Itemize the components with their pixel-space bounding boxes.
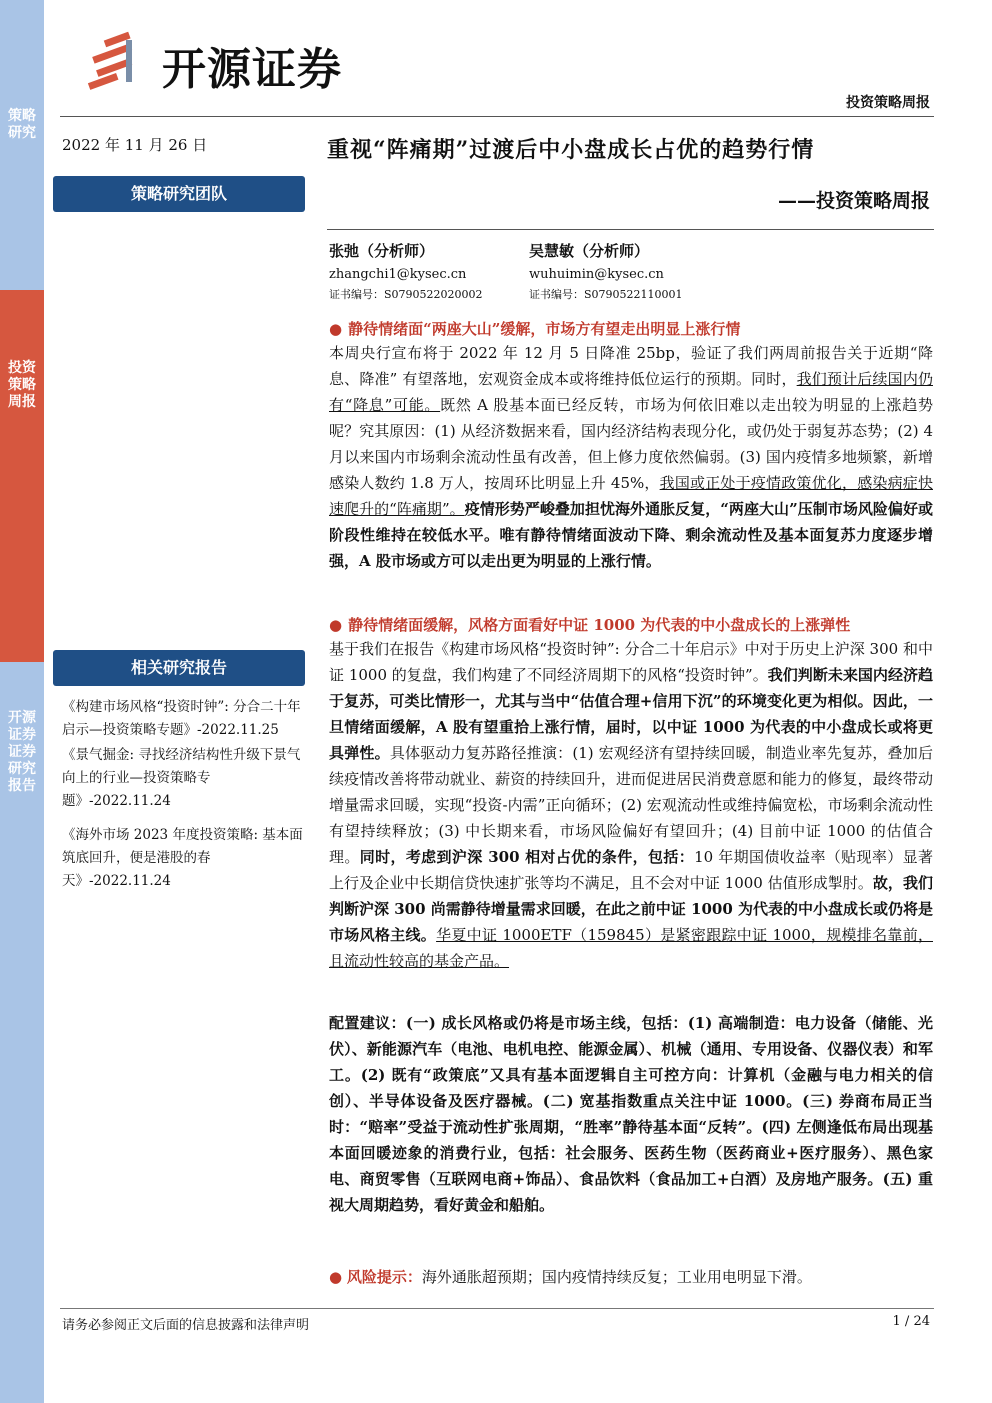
sidebar-top-band	[0, 0, 44, 290]
section2-text-2: 具体驱动力复苏路径推演：(1) 宏观经济有望持续回暖，制造业率先复苏，叠加后续疫情改善将带动就业、薪资的持续回升，进而促进居民消费意愿和能力的修复，最终带动增量需求回暖，实现“投资-内需”正向循环；(2) 宏观流动性或维持偏宽松，市场剩余流动性有望持续释放；(3) 中长期来看，市场风险偏好有望回升；(4) 目前中证 1000 的估值合理。	[329, 744, 933, 866]
footer-divider	[60, 1308, 934, 1309]
section1-body	[329, 340, 933, 574]
section1-heading	[329, 318, 740, 339]
analyst-cert: 证书编号：S0790522110001	[529, 288, 683, 301]
report-type-label: 投资策略周报	[846, 95, 930, 111]
section2-heading-text: 静待情绪面缓解，风格方面看好中证 1000 为代表的中小盘成长的上涨弹性	[348, 616, 851, 634]
section1-text-1: 本周央行宣布将于 2022 年 12 月 5 日降准 25bp，验证了我们两周前报告关于近期“降息、降准” 有望落地，宏观资金成本或将维持低位运行的预期。同时，	[329, 344, 933, 388]
risk-line	[329, 1266, 812, 1287]
team-box: 策略研究团队	[53, 176, 305, 212]
section2-bold-2: 同时，考虑到沪深 300 相对占优的条件，包括：	[359, 848, 695, 866]
related-report-1[interactable]: 《构建市场风格“投资时钟”: 分合二十年启示—投资策略专题》-2022.11.25	[62, 699, 301, 738]
section1-underline-2: 我国或正处于疫情政策优化，感染病症快速爬升的“阵痛期”。	[329, 474, 933, 518]
page-number: 1 / 24	[892, 1314, 930, 1329]
bullet-icon: ●	[329, 1268, 343, 1286]
logo-icon	[86, 30, 146, 90]
section2-body	[329, 636, 933, 974]
risk-text: 海外通胀超预期；国内疫情持续反复；工业用电明显下滑。	[421, 1268, 812, 1286]
header-divider	[60, 116, 934, 117]
risk-label: 风险提示：	[346, 1268, 422, 1286]
allocation-advice-text: 配置建议：(一) 成长风格或仍将是市场主线，包括：(1) 高端制造：电力设备（储能、光伏）、新能源汽车（电池、电机电控、能源金属）、机械（通用、专用设备、仪器仪表）和军工。(2) 既有“政策底”又具有基本面逻辑自主可控方向：计算机（金融与电力相关的信创）、半导体设备及医疗器械。(二) 宽基指数重点关注中证 1000。(三) 券商布局正当时：“赔率”受益于流动性扩张周期，“胜率”静待基本面“反转”。(四) 左侧逢低布局出现基本面回暖迹象的消费行业，包括：社会服务、医药生物（医药商业+医疗服务）、黑色家电、商贸零售（互联网电商+饰品）、食品饮料（食品加工+白酒）及房地产服务。(五) 重视大周期趋势，看好黄金和船舶。	[329, 1014, 933, 1214]
analyst-email[interactable]: zhangchi1@kysec.cn	[329, 267, 467, 282]
sidebar-middle-band	[0, 290, 44, 662]
page-subtitle: ——投资策略周报	[777, 190, 930, 212]
analyst-1	[329, 240, 483, 302]
footer-disclaimer: 请务必参阅正文后面的信息披露和法律声明	[62, 1318, 310, 1333]
allocation-advice	[329, 1010, 933, 1218]
section1-underline-1: 我们预计后续国内仍有“降息”可能。	[329, 370, 933, 414]
section2-bold-3: 故，我们判断沪深 300 尚需静待增量需求回暖，在此之前中证 1000 为代表的中小盘成长或仍将是市场风格主线。	[329, 874, 933, 944]
analyst-name: 张弛（分析师）	[329, 242, 435, 260]
section2-heading	[329, 614, 850, 635]
section1-heading-text: 静待情绪面“两座大山”缓解，市场方有望走出明显上涨行情	[348, 320, 741, 338]
section2-text-1: 基于我们在报告《构建市场风格“投资时钟”: 分合二十年启示》中对于历史上沪深 300 和中证 1000 的复盘，我们构建了不同经济周期下的风格“投资时钟”。	[329, 640, 933, 684]
section2-text-3: 10 年期国债收益率（贴现率）显著上行及企业中长期信贷快速扩张等均不满足，且不会对中证 1000 估值形成掣肘。	[329, 848, 933, 892]
analyst-2	[529, 240, 683, 302]
analyst-name: 吴慧敏（分析师）	[529, 242, 650, 260]
report-date: 2022 年 11 月 26 日	[62, 136, 208, 154]
section2-bold-1: 我们判断未来国内经济趋于复苏，可类比情形一，尤其与当中“估值合理+信用下沉”的环境变化更为相似。因此，一旦情绪面缓解，A 股有望重拾上涨行情，届时，以中证 1000 为代表的中小盘成长或将更具弹性。	[329, 666, 933, 762]
page-title: 重视“阵痛期”过渡后中小盘成长占优的趋势行情	[327, 137, 815, 163]
logo-text: 开源证券	[162, 44, 342, 95]
related-reports-box: 相关研究报告	[53, 650, 305, 686]
related-report-2[interactable]: 《景气掘金: 寻找经济结构性升级下景气向上的行业—投资策略专题》-2022.11.24	[62, 747, 301, 809]
related-report-3[interactable]: 《海外市场 2023 年度投资策略: 基本面筑底回升，便是港股的春天》-2022.11.24	[62, 827, 303, 889]
title-divider	[327, 229, 934, 230]
sidebar-bottom-label: 开源证券 证券研究报告	[8, 710, 36, 794]
analyst-cert: 证书编号：S0790522020002	[329, 288, 483, 301]
bullet-icon: ●	[329, 616, 343, 634]
section2-underline: 华夏中证 1000ETF（159845）是紧密跟踪中证 1000，规模排名靠前，且流动性较高的基金产品。	[329, 926, 933, 970]
section1-text-2: 既然 A 股基本面已经反转，市场为何依旧难以走出较为明显的上涨趋势呢？究其原因：(1) 从经济数据来看，国内经济结构表现分化，或仍处于弱复苏态势；(2) 4 月以来国内市场剩余流动性虽有改善，但上修力度依然偏弱。(3) 国内疫情多地频繁，新增感染人数约 1.8 万人，按周环比明显上升 45%，	[329, 396, 933, 492]
analyst-email[interactable]: wuhuimin@kysec.cn	[529, 267, 664, 282]
section1-bold: 疫情形势严峻叠加担忧海外通胀反复，“两座大山”压制市场风险偏好或阶段性维持在较低水平。唯有静待情绪面波动下降、剩余流动性及基本面复苏力度逐步增强，A 股市场或方可以走出更为明显的上涨行情。	[329, 500, 933, 570]
sidebar-top-label: 策略研究	[8, 108, 36, 141]
sidebar-mid-label: 投资策略周报	[8, 360, 36, 410]
bullet-icon: ●	[329, 320, 343, 338]
